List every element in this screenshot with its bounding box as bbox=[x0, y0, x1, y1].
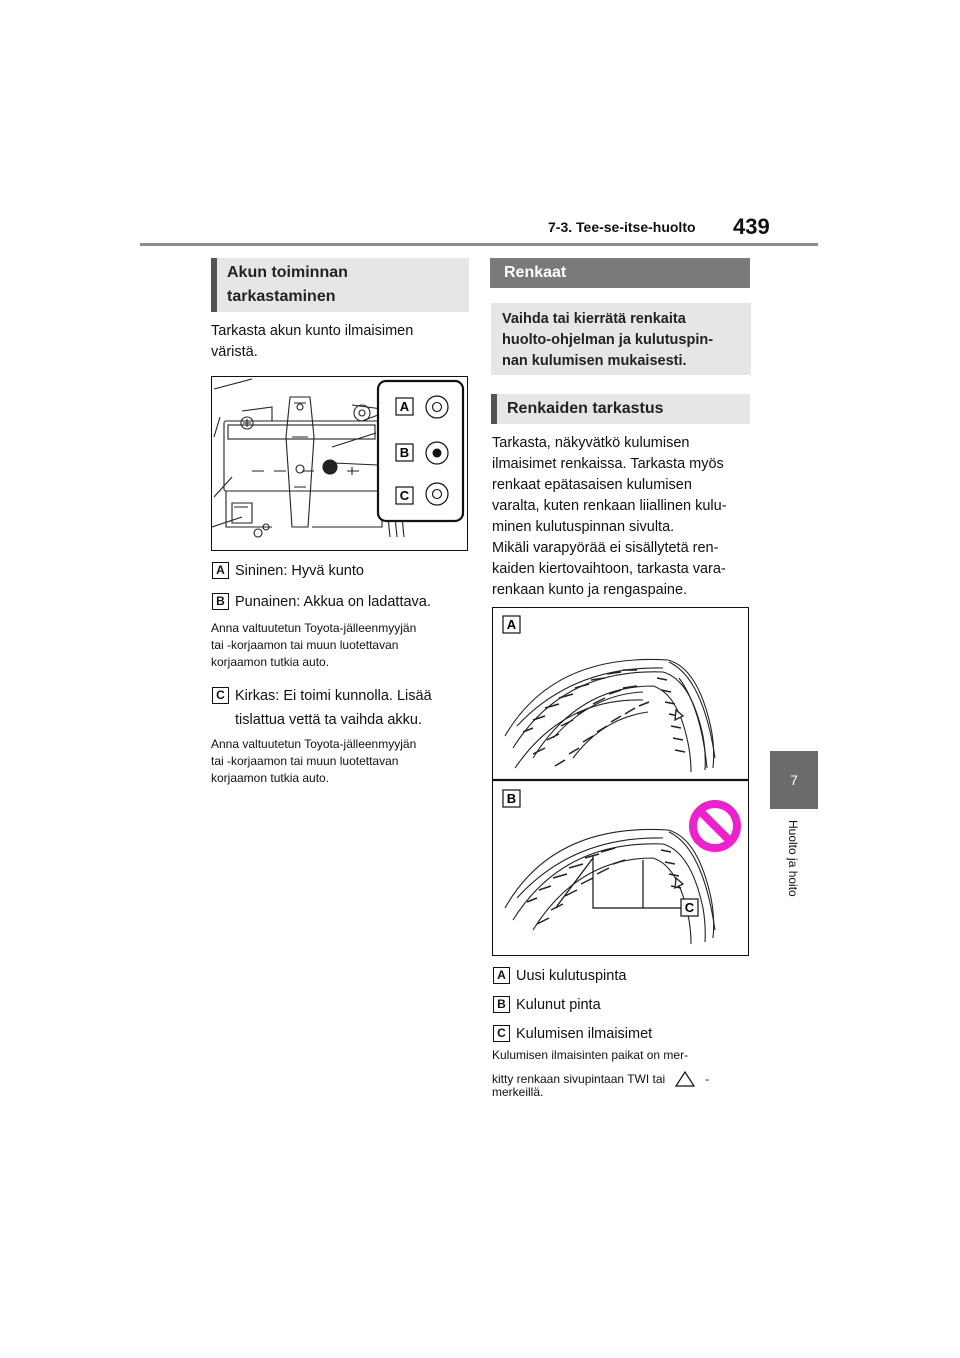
battery-check-heading-line1: Akun toiminnan bbox=[227, 264, 348, 281]
prohibition-icon bbox=[693, 804, 737, 848]
svg-text:C: C bbox=[399, 488, 410, 503]
paragraph-line: Tarkasta, näkyvätkö kulumisen bbox=[492, 435, 690, 451]
tire-worn-tread bbox=[503, 790, 715, 944]
chapter-number: 7 bbox=[790, 772, 798, 788]
chapter-label: Huolto ja hoito bbox=[786, 820, 800, 897]
battery-legend-C bbox=[212, 686, 474, 731]
circle-outline-icon bbox=[433, 490, 442, 499]
tire-service-note bbox=[491, 303, 751, 375]
triangle-icon bbox=[669, 1070, 701, 1088]
tire-footnote bbox=[492, 1047, 757, 1101]
note-line: Anna valtuutetun Toyota-jälleenmyyjän bbox=[211, 737, 417, 751]
tire-new-tread bbox=[503, 616, 715, 772]
legend-text bbox=[235, 686, 432, 731]
footnote-line2-post: - bbox=[705, 1071, 710, 1086]
letter-badge: B bbox=[493, 996, 510, 1013]
svg-text:A: A bbox=[399, 399, 410, 414]
battery-intro-line2: väristä. bbox=[211, 344, 258, 360]
tire-illustration bbox=[492, 607, 749, 956]
battery-drawing bbox=[212, 377, 467, 550]
page-number: 439 bbox=[733, 214, 770, 239]
letter-badge: C bbox=[493, 1025, 510, 1042]
paragraph-line: kaiden kiertovaihtoon, tarkasta vara- bbox=[492, 561, 726, 577]
header-section-title: 7-3. Tee-se-itse-huolto bbox=[548, 219, 696, 235]
letter-badge: A bbox=[212, 562, 229, 579]
battery-legend-B bbox=[212, 592, 472, 613]
note-line: korjaamon tutkia auto. bbox=[211, 655, 330, 669]
letter-badge: B bbox=[212, 593, 229, 610]
circle-outline-icon bbox=[433, 403, 442, 412]
tire-legend-B bbox=[493, 995, 753, 1016]
note-line: Anna valtuutetun Toyota-jälleenmyyjän bbox=[211, 621, 417, 635]
paragraph-line: Mikäli varapyörää ei sisällytetä ren- bbox=[492, 540, 719, 556]
paragraph-line: varalta, kuten renkaan liiallinen kulu- bbox=[492, 498, 727, 514]
letter-badge: C bbox=[212, 687, 229, 704]
renkaat-heading bbox=[490, 258, 750, 288]
battery-note-B bbox=[211, 620, 476, 671]
legend-text: Uusi kulutuspinta bbox=[516, 968, 627, 984]
note-line: korjaamon tutkia auto. bbox=[211, 771, 330, 785]
paragraph-line: renkaan kunto ja rengaspaine. bbox=[492, 582, 688, 598]
renkaat-heading-text: Renkaat bbox=[504, 264, 567, 281]
svg-text:B: B bbox=[399, 445, 410, 460]
note-line: tai -korjaamon tai muun luotettavan bbox=[211, 754, 399, 768]
footnote-line1: Kulumisen ilmaisinten paikat on mer- bbox=[492, 1048, 689, 1062]
note-line: Vaihda tai kierrätä renkaita bbox=[502, 311, 686, 327]
battery-check-heading bbox=[211, 258, 469, 312]
battery-legend-A bbox=[212, 561, 472, 582]
svg-text:C: C bbox=[684, 900, 695, 915]
paragraph-line: renkaat epätasaisen kulumisen bbox=[492, 477, 692, 493]
battery-intro-line1: Tarkasta akun kunto ilmaisimen bbox=[211, 323, 414, 339]
note-line: nan kulumisen mukaisesti. bbox=[502, 353, 687, 369]
chapter-side-label bbox=[784, 820, 804, 930]
tire-legend-C bbox=[493, 1024, 753, 1045]
battery-intro bbox=[211, 321, 471, 363]
svg-text:B: B bbox=[506, 791, 517, 806]
tire-check-heading bbox=[491, 394, 750, 424]
header-rule bbox=[140, 243, 818, 246]
indicator-callout bbox=[378, 381, 463, 521]
legend-text: Sininen: Hyvä kunto bbox=[235, 563, 364, 579]
tire-check-heading-text: Renkaiden tarkastus bbox=[507, 400, 664, 417]
tire-legend-A bbox=[493, 966, 753, 987]
legend-text: Kulumisen ilmaisimet bbox=[516, 1026, 653, 1042]
svg-text:A: A bbox=[506, 617, 517, 632]
battery-note-C bbox=[211, 736, 476, 787]
footnote-line3: merkeillä. bbox=[492, 1085, 544, 1099]
legend-text-line1: Kirkas: Ei toimi kunnolla. Lisää bbox=[235, 688, 432, 704]
letter-badge: A bbox=[493, 967, 510, 984]
note-line: huolto-ohjelman ja kulutuspin- bbox=[502, 332, 714, 348]
chapter-tab[interactable] bbox=[770, 751, 818, 809]
tire-drawing bbox=[493, 608, 748, 955]
paragraph-line: ilmaisimet renkaissa. Tarkasta myös bbox=[492, 456, 724, 472]
note-line: tai -korjaamon tai muun luotettavan bbox=[211, 638, 399, 652]
tire-check-paragraph bbox=[492, 433, 757, 601]
footnote-line2-pre: kitty renkaan sivupintaan TWI tai bbox=[492, 1071, 666, 1086]
battery-illustration bbox=[211, 376, 468, 551]
legend-text: Punainen: Akkua on ladattava. bbox=[235, 594, 431, 610]
circle-dot-icon bbox=[433, 449, 442, 458]
battery-check-heading-line2: tarkastaminen bbox=[227, 288, 336, 305]
legend-text: Kulunut pinta bbox=[516, 997, 601, 1013]
paragraph-line: minen kulutuspinnan sivulta. bbox=[492, 519, 675, 535]
legend-text-line2: tislattua vettä ta vaihda akku. bbox=[235, 712, 422, 728]
